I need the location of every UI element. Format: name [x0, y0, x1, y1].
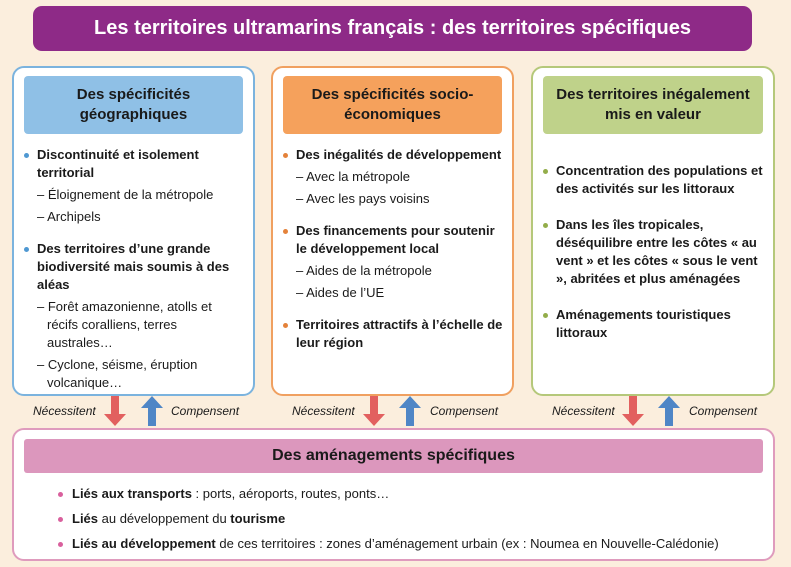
list-item: [543, 162, 765, 198]
item-main: Dans les îles tropicales, déséquilibre entre les côtes « au vent » et les côtes « sous le vent », abritées et plus aménagées: [556, 217, 758, 286]
panel-items: [24, 146, 245, 392]
item-main: Des inégalités de développement: [296, 147, 502, 162]
bullet-icon: [543, 169, 548, 174]
diagram-title: Les territoires ultramarins français : des territoires spécifiques: [33, 6, 752, 51]
item-sub: – Forêt amazonienne, atolls et récifs coralliens, terres australes…: [37, 299, 212, 350]
item-text: : ports, aéroports, routes, ponts…: [191, 486, 390, 501]
list-item: [58, 535, 719, 553]
panel-header-mise-en-valeur: Des territoires inégalement mis en valeur: [543, 76, 763, 134]
panel-mise-en-valeur: [531, 66, 775, 396]
list-item: [58, 485, 719, 503]
item-bold: tourisme: [230, 511, 286, 526]
arrow-label-compensent: Compensent: [689, 404, 758, 418]
item-sub: – Avec les pays voisins: [296, 191, 430, 206]
bullet-icon: [24, 247, 29, 252]
item-sub: – Aides de la métropole: [296, 263, 432, 278]
arrow-up-icon: [399, 396, 421, 426]
panel-items: [283, 146, 504, 352]
item-sub: – Aides de l’UE: [296, 285, 385, 300]
bullet-icon: [283, 229, 288, 234]
list-item: [283, 316, 504, 352]
arrow-label-necessitent: Nécessitent: [292, 404, 355, 418]
bullet-icon: [58, 517, 63, 522]
arrow-down-icon: [363, 396, 385, 426]
panel-items: [543, 162, 765, 342]
item-main: Territoires attractifs à l’échelle de leur région: [296, 317, 503, 350]
item-sub: – Éloignement de la métropole: [37, 187, 214, 202]
item-sub: – Cyclone, séisme, éruption volcanique…: [37, 357, 198, 390]
item-main: Des territoires d’une grande biodiversité mais soumis à des aléas: [37, 241, 230, 292]
item-main: Concentration des populations et des activités sur les littoraux: [556, 163, 763, 196]
list-item: [283, 146, 504, 208]
item-bold: Liés au développement: [72, 536, 216, 551]
panel-header-amenagements: Des aménagements spécifiques: [24, 439, 763, 473]
item-sub: – Archipels: [37, 209, 101, 224]
bullet-icon: [543, 223, 548, 228]
bullet-icon: [58, 492, 63, 497]
bullet-icon: [58, 542, 63, 547]
bullet-icon: [283, 153, 288, 158]
bullet-icon: [543, 313, 548, 318]
item-main: Discontinuité et isolement territorial: [37, 147, 199, 180]
arrow-down-icon: [622, 396, 644, 426]
arrow-label-necessitent: Nécessitent: [33, 404, 96, 418]
arrow-label-compensent: Compensent: [171, 404, 240, 418]
item-bold: Liés aux transports: [72, 486, 192, 501]
list-item: [58, 510, 719, 528]
panel-header-geographiques: Des spécificités géographiques: [24, 76, 243, 134]
item-sub: – Avec la métropole: [296, 169, 410, 184]
list-item: [283, 222, 504, 302]
bullet-icon: [24, 153, 29, 158]
list-item: [543, 306, 765, 342]
item-bold: Liés: [72, 511, 99, 526]
arrow-label-necessitent: Nécessitent: [552, 404, 615, 418]
arrow-down-icon: [104, 396, 126, 426]
panel-amenagements: [12, 428, 775, 561]
panel-header-socio-economiques: Des spécificités socio-économiques: [283, 76, 502, 134]
panel-socio-economiques: [271, 66, 514, 396]
arrow-up-icon: [658, 396, 680, 426]
panel-geographiques: [12, 66, 255, 396]
arrow-label-compensent: Compensent: [430, 404, 499, 418]
item-text: de ces territoires : zones d’aménagement urbain (ex : Noumea en Nouvelle-Calédonie): [215, 536, 719, 551]
bullet-icon: [283, 323, 288, 328]
list-item: [24, 146, 245, 226]
list-item: [543, 216, 765, 288]
amenagements-list: [58, 485, 719, 560]
item-main: Aménagements touristiques littoraux: [556, 307, 731, 340]
item-main: Des financements pour soutenir le développement local: [296, 223, 495, 256]
item-text: au développement du: [98, 511, 231, 526]
arrow-up-icon: [141, 396, 163, 426]
list-item: [24, 240, 245, 392]
